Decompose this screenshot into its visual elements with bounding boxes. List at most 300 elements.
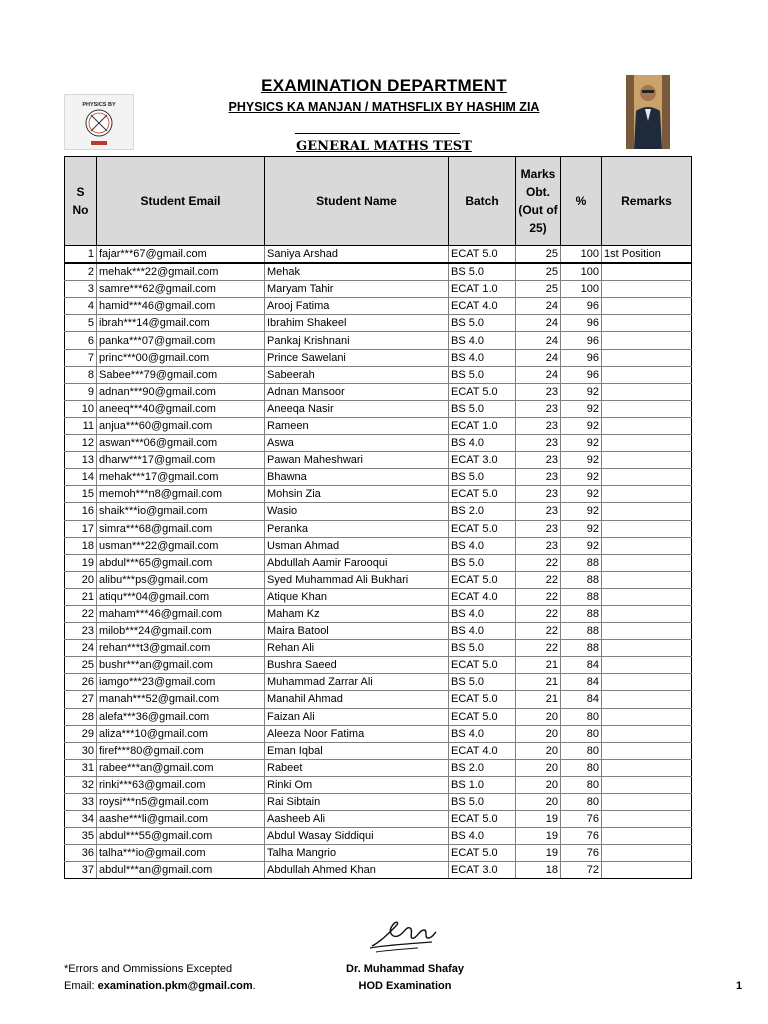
cell-student-email: abdul***an@gmail.com — [97, 862, 265, 879]
cell-marks: 22 — [516, 571, 561, 588]
cell-batch: ECAT 5.0 — [449, 571, 516, 588]
results-table-body — [65, 246, 692, 879]
test-title: GENERAL MATHS TEST — [296, 139, 472, 154]
cell-remarks — [602, 742, 692, 759]
cell-remarks — [602, 298, 692, 315]
cell-percent: 76 — [561, 811, 602, 828]
cell-marks: 25 — [516, 246, 561, 264]
cell-remarks — [602, 366, 692, 383]
cell-batch: BS 5.0 — [449, 366, 516, 383]
cell-s-no: 22 — [65, 605, 97, 622]
cell-student-name: Talha Mangrio — [265, 845, 449, 862]
cell-student-name: Abdullah Aamir Farooqui — [265, 554, 449, 571]
cell-remarks — [602, 776, 692, 793]
profile-photo — [626, 75, 670, 149]
table-row — [65, 759, 692, 776]
cell-percent: 92 — [561, 417, 602, 434]
cell-remarks — [602, 862, 692, 879]
table-header-row — [65, 157, 692, 246]
cell-remarks: 1st Position — [602, 246, 692, 264]
cell-percent: 96 — [561, 332, 602, 349]
cell-percent: 80 — [561, 708, 602, 725]
cell-student-email: aswan***06@gmail.com — [97, 435, 265, 452]
cell-s-no: 31 — [65, 759, 97, 776]
cell-student-name: Maira Batool — [265, 623, 449, 640]
cell-batch: BS 5.0 — [449, 263, 516, 281]
cell-batch: BS 5.0 — [449, 794, 516, 811]
cell-batch: ECAT 4.0 — [449, 588, 516, 605]
cell-s-no: 34 — [65, 811, 97, 828]
cell-student-name: Eman Iqbal — [265, 742, 449, 759]
cell-student-email: alefa***36@gmail.com — [97, 708, 265, 725]
cell-student-email: fajar***67@gmail.com — [97, 246, 265, 264]
cell-remarks — [602, 452, 692, 469]
cell-batch: BS 4.0 — [449, 435, 516, 452]
cell-remarks — [602, 640, 692, 657]
cell-student-email: shaik***io@gmail.com — [97, 503, 265, 520]
cell-batch: ECAT 5.0 — [449, 657, 516, 674]
cell-s-no: 37 — [65, 862, 97, 879]
cell-s-no: 11 — [65, 417, 97, 434]
cell-remarks — [602, 691, 692, 708]
table-row — [65, 588, 692, 605]
signatory-role: HOD Examination — [358, 980, 452, 992]
cell-student-email: aliza***10@gmail.com — [97, 725, 265, 742]
cell-student-email: maham***46@gmail.com — [97, 605, 265, 622]
cell-remarks — [602, 828, 692, 845]
table-row — [65, 435, 692, 452]
cell-student-email: usman***22@gmail.com — [97, 537, 265, 554]
cell-marks: 19 — [516, 811, 561, 828]
cell-student-name: Usman Ahmad — [265, 537, 449, 554]
cell-s-no: 28 — [65, 708, 97, 725]
cell-s-no: 23 — [65, 623, 97, 640]
cell-remarks — [602, 315, 692, 332]
cell-batch: BS 5.0 — [449, 640, 516, 657]
cell-student-name: Maryam Tahir — [265, 281, 449, 298]
logo-text: PHYSICS BY — [82, 102, 116, 108]
cell-remarks — [602, 708, 692, 725]
cell-batch: ECAT 5.0 — [449, 246, 516, 264]
cell-marks: 20 — [516, 759, 561, 776]
cell-s-no: 30 — [65, 742, 97, 759]
table-row — [65, 263, 692, 281]
cell-marks: 23 — [516, 537, 561, 554]
cell-student-name: Manahil Ahmad — [265, 691, 449, 708]
cell-remarks — [602, 520, 692, 537]
cell-s-no: 17 — [65, 520, 97, 537]
cell-remarks — [602, 332, 692, 349]
table-row — [65, 862, 692, 879]
cell-percent: 92 — [561, 452, 602, 469]
cell-percent: 84 — [561, 657, 602, 674]
cell-percent: 100 — [561, 281, 602, 298]
cell-percent: 88 — [561, 571, 602, 588]
cell-s-no: 32 — [65, 776, 97, 793]
cell-marks: 22 — [516, 623, 561, 640]
cell-student-name: Prince Sawelani — [265, 349, 449, 366]
cell-percent: 92 — [561, 400, 602, 417]
cell-s-no: 4 — [65, 298, 97, 315]
cell-batch: ECAT 1.0 — [449, 281, 516, 298]
cell-percent: 88 — [561, 588, 602, 605]
cell-batch: BS 2.0 — [449, 503, 516, 520]
cell-remarks — [602, 571, 692, 588]
cell-batch: ECAT 5.0 — [449, 811, 516, 828]
cell-batch: ECAT 3.0 — [449, 862, 516, 879]
table-row — [65, 537, 692, 554]
cell-student-name: Pawan Maheshwari — [265, 452, 449, 469]
cell-student-name: Rabeet — [265, 759, 449, 776]
cell-s-no: 29 — [65, 725, 97, 742]
cell-batch: BS 4.0 — [449, 332, 516, 349]
table-row — [65, 281, 692, 298]
cell-student-name: Muhammad Zarrar Ali — [265, 674, 449, 691]
cell-batch: ECAT 5.0 — [449, 708, 516, 725]
cell-student-name: Rehan Ali — [265, 640, 449, 657]
cell-student-name: Rameen — [265, 417, 449, 434]
cell-marks: 22 — [516, 605, 561, 622]
cell-student-email: memoh***n8@gmail.com — [97, 486, 265, 503]
table-row — [65, 725, 692, 742]
results-table — [64, 156, 692, 879]
table-row — [65, 571, 692, 588]
cell-marks: 23 — [516, 417, 561, 434]
cell-percent: 84 — [561, 691, 602, 708]
table-row — [65, 776, 692, 793]
cell-student-name: Wasio — [265, 503, 449, 520]
table-row — [65, 349, 692, 366]
cell-batch: BS 4.0 — [449, 605, 516, 622]
header-s-no: S No — [65, 157, 97, 246]
cell-percent: 92 — [561, 537, 602, 554]
cell-student-email: rehan***t3@gmail.com — [97, 640, 265, 657]
cell-batch: BS 4.0 — [449, 349, 516, 366]
cell-student-name: Aswa — [265, 435, 449, 452]
cell-s-no: 10 — [65, 400, 97, 417]
cell-remarks — [602, 281, 692, 298]
table-row — [65, 811, 692, 828]
cell-s-no: 19 — [65, 554, 97, 571]
cell-marks: 23 — [516, 486, 561, 503]
cell-marks: 21 — [516, 657, 561, 674]
cell-student-name: Aneeqa Nasir — [265, 400, 449, 417]
cell-percent: 92 — [561, 383, 602, 400]
cell-percent: 88 — [561, 640, 602, 657]
cell-batch: BS 5.0 — [449, 400, 516, 417]
cell-remarks — [602, 674, 692, 691]
cell-s-no: 15 — [65, 486, 97, 503]
cell-percent: 80 — [561, 794, 602, 811]
page-title: EXAMINATION DEPARTMENT — [261, 76, 507, 95]
cell-marks: 20 — [516, 708, 561, 725]
cell-student-name: Syed Muhammad Ali Bukhari — [265, 571, 449, 588]
header-marks-obtained: Marks Obt. (Out of 25) — [516, 157, 561, 246]
cell-percent: 100 — [561, 246, 602, 264]
cell-remarks — [602, 263, 692, 281]
cell-student-email: Sabee***79@gmail.com — [97, 366, 265, 383]
table-row — [65, 366, 692, 383]
table-row — [65, 520, 692, 537]
cell-student-name: Maham Kz — [265, 605, 449, 622]
cell-student-email: alibu***ps@gmail.com — [97, 571, 265, 588]
cell-student-email: iamgo***23@gmail.com — [97, 674, 265, 691]
cell-s-no: 6 — [65, 332, 97, 349]
cell-remarks — [602, 794, 692, 811]
cell-remarks — [602, 725, 692, 742]
cell-remarks — [602, 657, 692, 674]
cell-student-name: Atique Khan — [265, 588, 449, 605]
cell-student-name: Faizan Ali — [265, 708, 449, 725]
cell-student-email: roysi***n5@gmail.com — [97, 794, 265, 811]
cell-percent: 92 — [561, 503, 602, 520]
cell-marks: 22 — [516, 554, 561, 571]
cell-marks: 24 — [516, 332, 561, 349]
cell-student-email: talha***io@gmail.com — [97, 845, 265, 862]
cell-batch: ECAT 5.0 — [449, 845, 516, 862]
cell-student-name: Arooj Fatima — [265, 298, 449, 315]
cell-marks: 24 — [516, 298, 561, 315]
cell-remarks — [602, 554, 692, 571]
cell-marks: 24 — [516, 349, 561, 366]
header-remarks: Remarks — [602, 157, 692, 246]
contact-email[interactable]: examination.pkm@gmail.com — [97, 980, 253, 992]
cell-student-email: ibrah***14@gmail.com — [97, 315, 265, 332]
cell-marks: 21 — [516, 691, 561, 708]
person-photo-icon — [626, 75, 670, 149]
cell-remarks — [602, 400, 692, 417]
table-row — [65, 452, 692, 469]
cell-student-email: mehak***22@gmail.com — [97, 263, 265, 281]
cell-marks: 23 — [516, 503, 561, 520]
cell-batch: BS 4.0 — [449, 537, 516, 554]
cell-marks: 23 — [516, 435, 561, 452]
cell-batch: BS 5.0 — [449, 315, 516, 332]
cell-remarks — [602, 605, 692, 622]
cell-s-no: 13 — [65, 452, 97, 469]
cell-percent: 76 — [561, 828, 602, 845]
cell-s-no: 14 — [65, 469, 97, 486]
table-row — [65, 298, 692, 315]
cell-student-name: Bhawna — [265, 469, 449, 486]
cell-batch: BS 5.0 — [449, 674, 516, 691]
cell-s-no: 20 — [65, 571, 97, 588]
table-row — [65, 469, 692, 486]
cell-student-email: abdul***55@gmail.com — [97, 828, 265, 845]
cell-percent: 100 — [561, 263, 602, 281]
cell-batch: BS 5.0 — [449, 554, 516, 571]
cell-remarks — [602, 845, 692, 862]
cell-student-name: Adnan Mansoor — [265, 383, 449, 400]
table-row — [65, 742, 692, 759]
cell-student-email: mehak***17@gmail.com — [97, 469, 265, 486]
header-batch: Batch — [449, 157, 516, 246]
contact-email-line — [64, 980, 256, 992]
cell-s-no: 8 — [65, 366, 97, 383]
header-percent: % — [561, 157, 602, 246]
cell-remarks — [602, 349, 692, 366]
cell-remarks — [602, 759, 692, 776]
table-row — [65, 674, 692, 691]
signature — [366, 912, 440, 956]
table-row — [65, 554, 692, 571]
cell-student-email: princ***00@gmail.com — [97, 349, 265, 366]
cell-student-name: Saniya Arshad — [265, 246, 449, 264]
table-row — [65, 708, 692, 725]
table-row — [65, 246, 692, 264]
cell-marks: 24 — [516, 366, 561, 383]
cell-percent: 96 — [561, 366, 602, 383]
cell-marks: 19 — [516, 845, 561, 862]
cell-student-email: samre***62@gmail.com — [97, 281, 265, 298]
email-suffix: . — [252, 980, 256, 992]
cell-student-email: adnan***90@gmail.com — [97, 383, 265, 400]
table-row — [65, 623, 692, 640]
cell-s-no: 21 — [65, 588, 97, 605]
cell-s-no: 1 — [65, 246, 97, 264]
page-number: 1 — [736, 980, 743, 992]
cell-s-no: 27 — [65, 691, 97, 708]
cell-remarks — [602, 417, 692, 434]
cell-s-no: 5 — [65, 315, 97, 332]
cell-batch: ECAT 4.0 — [449, 742, 516, 759]
cell-marks: 24 — [516, 315, 561, 332]
cell-s-no: 2 — [65, 263, 97, 281]
table-row — [65, 315, 692, 332]
cell-percent: 92 — [561, 520, 602, 537]
cell-marks: 20 — [516, 794, 561, 811]
cell-remarks — [602, 811, 692, 828]
cell-student-email: atiqu***04@gmail.com — [97, 588, 265, 605]
cell-percent: 92 — [561, 469, 602, 486]
cell-percent: 88 — [561, 623, 602, 640]
cell-percent: 88 — [561, 605, 602, 622]
cell-student-name: Pankaj Krishnani — [265, 332, 449, 349]
cell-marks: 23 — [516, 469, 561, 486]
cell-remarks — [602, 623, 692, 640]
cell-remarks — [602, 588, 692, 605]
table-row — [65, 657, 692, 674]
cell-student-name: Aleeza Noor Fatima — [265, 725, 449, 742]
cell-marks: 20 — [516, 776, 561, 793]
cell-marks: 22 — [516, 588, 561, 605]
cell-batch: BS 4.0 — [449, 828, 516, 845]
cell-marks: 20 — [516, 742, 561, 759]
cell-marks: 18 — [516, 862, 561, 879]
cell-student-email: hamid***46@gmail.com — [97, 298, 265, 315]
cell-marks: 25 — [516, 263, 561, 281]
cell-percent: 92 — [561, 435, 602, 452]
cell-percent: 72 — [561, 862, 602, 879]
cell-s-no: 35 — [65, 828, 97, 845]
cell-percent: 80 — [561, 725, 602, 742]
cell-marks: 23 — [516, 520, 561, 537]
page-subtitle: PHYSICS KA MANJAN / MATHSFLIX BY HASHIM ZIA — [228, 100, 540, 114]
cell-remarks — [602, 537, 692, 554]
cell-s-no: 12 — [65, 435, 97, 452]
table-row — [65, 691, 692, 708]
cell-student-name: Bushra Saeed — [265, 657, 449, 674]
cell-student-name: Aasheeb Ali — [265, 811, 449, 828]
cell-percent: 80 — [561, 759, 602, 776]
table-row — [65, 486, 692, 503]
test-title-rule — [295, 133, 460, 134]
cell-batch: BS 4.0 — [449, 623, 516, 640]
cell-student-email: milob***24@gmail.com — [97, 623, 265, 640]
cell-s-no: 24 — [65, 640, 97, 657]
cell-student-email: dharw***17@gmail.com — [97, 452, 265, 469]
cell-student-email: rinki***63@gmail.com — [97, 776, 265, 793]
table-row — [65, 845, 692, 862]
cell-batch: ECAT 5.0 — [449, 520, 516, 537]
cell-percent: 88 — [561, 554, 602, 571]
cell-percent: 84 — [561, 674, 602, 691]
cell-s-no: 7 — [65, 349, 97, 366]
cell-batch: BS 1.0 — [449, 776, 516, 793]
cell-student-name: Mohsin Zia — [265, 486, 449, 503]
table-row — [65, 417, 692, 434]
cell-student-email: panka***07@gmail.com — [97, 332, 265, 349]
cell-remarks — [602, 383, 692, 400]
cell-remarks — [602, 486, 692, 503]
cell-percent: 80 — [561, 776, 602, 793]
table-row — [65, 383, 692, 400]
cell-marks: 25 — [516, 281, 561, 298]
cell-batch: BS 4.0 — [449, 725, 516, 742]
cell-remarks — [602, 503, 692, 520]
cell-percent: 76 — [561, 845, 602, 862]
cell-s-no: 3 — [65, 281, 97, 298]
table-row — [65, 605, 692, 622]
cell-s-no: 9 — [65, 383, 97, 400]
cell-remarks — [602, 435, 692, 452]
cell-student-email: anjua***60@gmail.com — [97, 417, 265, 434]
cell-batch: ECAT 3.0 — [449, 452, 516, 469]
cell-batch: BS 2.0 — [449, 759, 516, 776]
cell-marks: 23 — [516, 452, 561, 469]
cell-marks: 22 — [516, 640, 561, 657]
header-student-name: Student Name — [265, 157, 449, 246]
cell-student-name: Abdul Wasay Siddiqui — [265, 828, 449, 845]
cell-student-name: Sabeerah — [265, 366, 449, 383]
errors-note: *Errors and Ommissions Excepted — [64, 963, 233, 975]
cell-student-email: aneeq***40@gmail.com — [97, 400, 265, 417]
cell-student-email: firef***80@gmail.com — [97, 742, 265, 759]
cell-percent: 96 — [561, 349, 602, 366]
cell-student-name: Peranka — [265, 520, 449, 537]
cell-batch: ECAT 5.0 — [449, 486, 516, 503]
cell-student-email: abdul***65@gmail.com — [97, 554, 265, 571]
email-label: Email: — [64, 980, 98, 992]
cell-student-name: Abdullah Ahmed Khan — [265, 862, 449, 879]
cell-s-no: 16 — [65, 503, 97, 520]
cell-percent: 96 — [561, 315, 602, 332]
cell-marks: 19 — [516, 828, 561, 845]
cell-percent: 92 — [561, 486, 602, 503]
cell-batch: ECAT 5.0 — [449, 691, 516, 708]
cell-student-email: aashe***li@gmail.com — [97, 811, 265, 828]
cell-percent: 96 — [561, 298, 602, 315]
cell-student-name: Ibrahim Shakeel — [265, 315, 449, 332]
cell-s-no: 25 — [65, 657, 97, 674]
signatory-name: Dr. Muhammad Shafay — [346, 963, 464, 975]
header-student-email: Student Email — [97, 157, 265, 246]
cell-student-name: Rai Sibtain — [265, 794, 449, 811]
cell-marks: 23 — [516, 400, 561, 417]
cell-student-name: Mehak — [265, 263, 449, 281]
cell-s-no: 26 — [65, 674, 97, 691]
cell-marks: 20 — [516, 725, 561, 742]
